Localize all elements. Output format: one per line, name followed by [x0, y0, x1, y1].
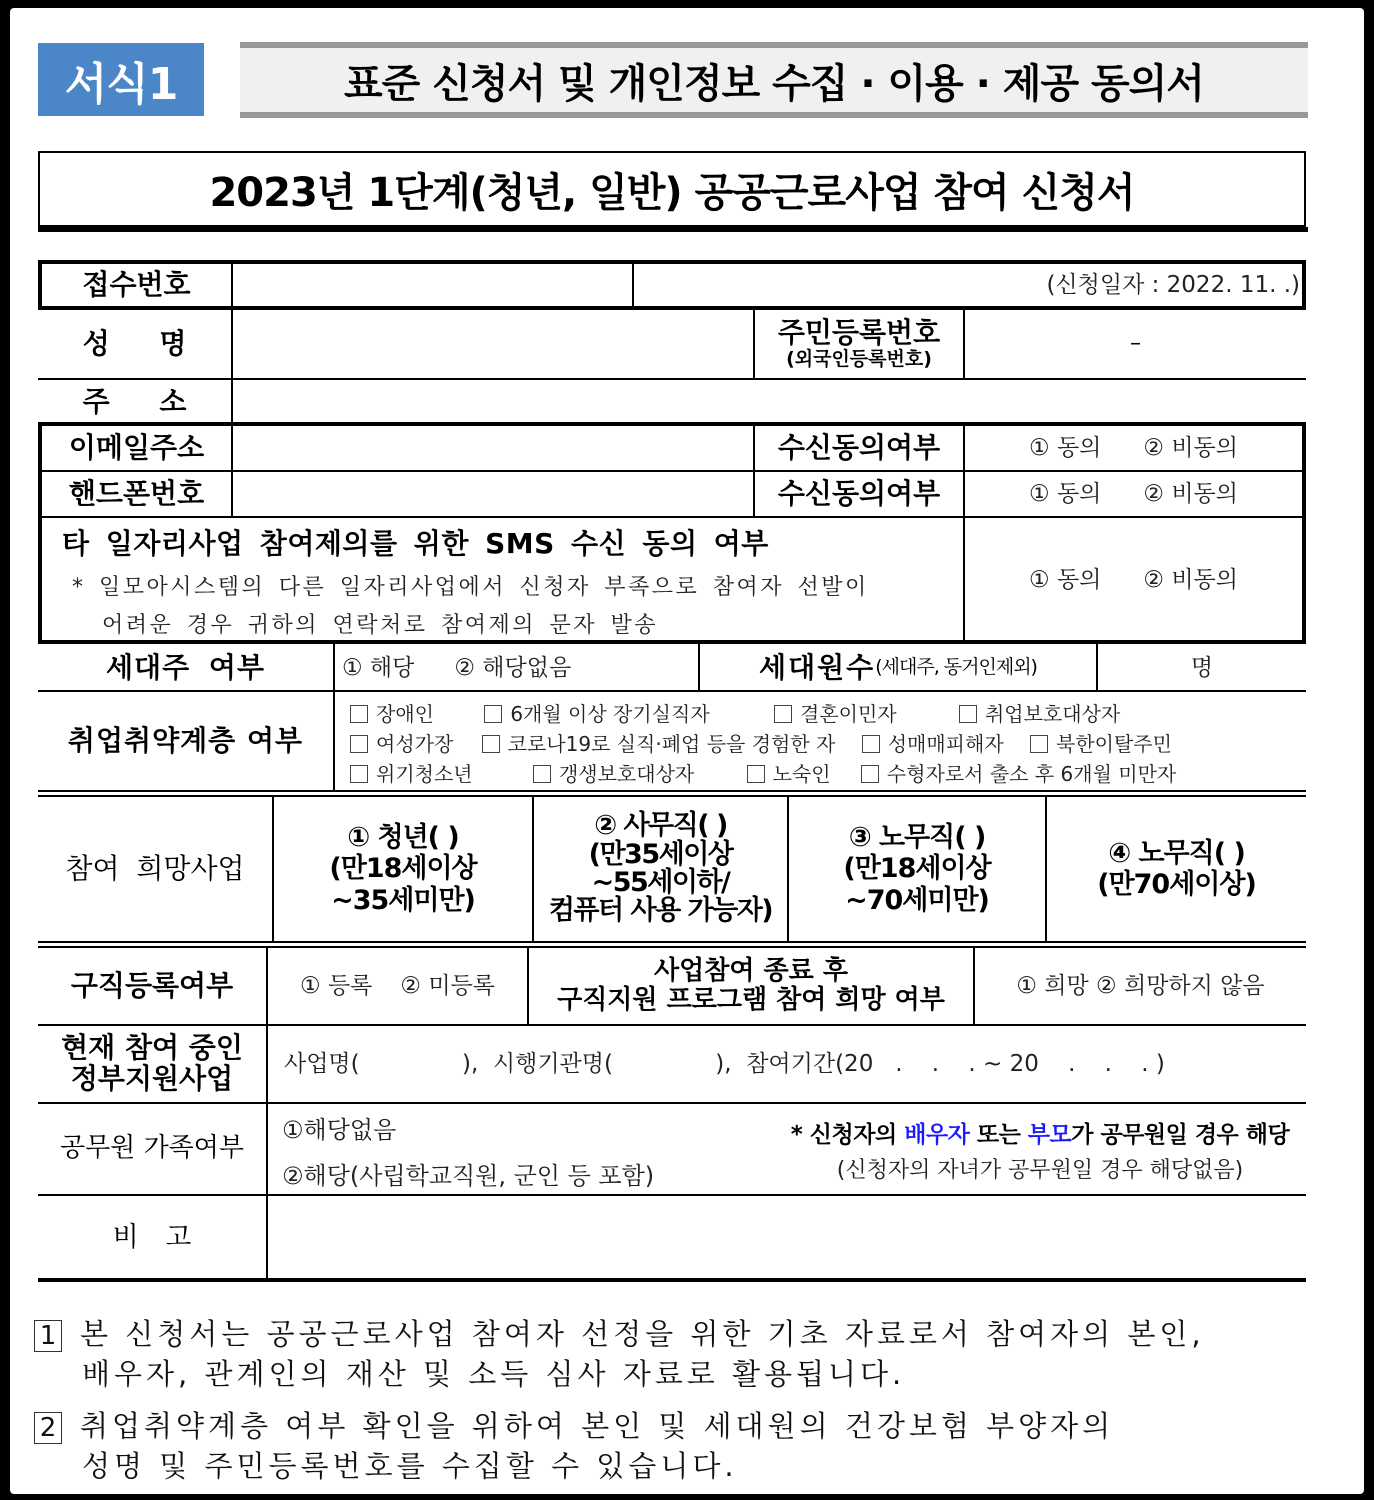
checkbox-icon — [350, 735, 368, 753]
checkbox-north-korean-defector[interactable]: 북한이탈주민 — [1030, 732, 1172, 756]
project-option-labor-70plus[interactable]: ④ 노무직( ) (만70세이상) — [1097, 837, 1256, 900]
program-interest-options[interactable]: ① 희망 ② 희망하지 않음 — [1016, 972, 1265, 999]
checkbox-icon — [747, 765, 765, 783]
phone-consent-options — [965, 472, 1302, 516]
email-consent-disagree-option[interactable]: ② 비동의 — [1143, 434, 1238, 461]
rrn-label: 주민등록번호 — [777, 315, 941, 349]
email-label: 이메일주소 — [68, 430, 205, 464]
parent-emphasis: 부모 — [1027, 1122, 1072, 1148]
job-registration-label: 구직등록여부 — [70, 968, 234, 1002]
current-project-field[interactable]: 사업명( ), 시행기관명( ), 참여기간(20 . . . ~ 20 . . . ) — [284, 1050, 1165, 1077]
title-underline — [38, 227, 1308, 232]
email-consent-agree-option[interactable]: ① 동의 — [1029, 434, 1102, 461]
sms-consent-note-line1: * 일모아시스템의 다른 일자리사업에서 신청자 부족으로 참여자 선발이 — [72, 575, 869, 600]
desired-project-label: 참여 희망사업 — [65, 851, 245, 885]
checkbox-icon — [861, 765, 879, 783]
phone-consent-label: 수신동의여부 — [777, 476, 941, 510]
sms-consent-agree-option[interactable]: ① 동의 — [1029, 566, 1102, 593]
email-consent-options — [965, 426, 1302, 470]
checkbox-icon — [484, 705, 502, 723]
notice-number-box: 1 — [34, 1320, 62, 1352]
address-field[interactable] — [233, 380, 1306, 424]
checkbox-icon — [862, 735, 880, 753]
receipt-number-field[interactable] — [234, 264, 630, 306]
checkbox-icon — [1030, 735, 1048, 753]
sms-consent-options — [965, 518, 1302, 642]
email-consent-label: 수신동의여부 — [777, 430, 941, 464]
checkbox-icon — [350, 765, 368, 783]
sms-consent-note-line2: 어려운 경우 귀하의 연락처로 참여제의 문자 발송 — [102, 613, 659, 638]
checkbox-employment-protection[interactable]: 취업보호대상자 — [959, 702, 1120, 726]
application-date-field[interactable]: (신청일자 : 2022. 11. .) — [1046, 271, 1300, 298]
form-number-badge: 서식1 — [38, 43, 204, 116]
civil-servant-none-option[interactable]: ①해당없음 — [282, 1116, 397, 1144]
checkbox-trafficking-victim[interactable]: 성매매피해자 — [862, 732, 1004, 756]
job-registration-options — [268, 948, 527, 1024]
phone-field[interactable] — [233, 472, 753, 516]
spouse-emphasis: 배우자 — [904, 1122, 970, 1148]
checkbox-released-inmate[interactable]: 수형자로서 출소 후 6개월 미만자 — [861, 762, 1176, 786]
rrn-sub-label: (외국인등록번호) — [786, 348, 932, 371]
civil-servant-note-line2: (신청자의 자녀가 공무원일 경우 해당없음) — [836, 1158, 1244, 1183]
checkbox-homeless[interactable]: 노숙인 — [747, 762, 831, 786]
vulnerable-row-3 — [350, 758, 1176, 787]
receipt-number-label: 접수번호 — [82, 267, 191, 301]
sms-consent-disagree-option[interactable]: ② 비동의 — [1143, 566, 1238, 593]
current-project-label: 현재 참여 중인 정부지원사업 — [61, 1031, 243, 1095]
sms-consent-title: 타 일자리사업 참여제의를 위한 SMS 수신 동의 여부 — [62, 527, 769, 560]
project-option-office[interactable]: ② 사무직( ) (만35세이상 ~55세이하/ 컴퓨터 사용 가능자) — [548, 810, 773, 927]
checkbox-icon — [533, 765, 551, 783]
rrn-field[interactable]: – — [1130, 331, 1141, 357]
household-members-label-cell — [700, 646, 1096, 690]
checkbox-long-term-unemployed[interactable]: 6개월 이상 장기실직자 — [484, 702, 709, 726]
checkbox-disabled[interactable]: 장애인 — [350, 702, 434, 726]
checkbox-icon — [350, 705, 368, 723]
notice-1: 1 본 신청서는 공공근로사업 참여자 선정을 위한 기초 자료로서 참여자의 본인, 배우자, 관계인의 재산 및 소득 심사 자료로 활용됩니다. — [34, 1314, 1205, 1394]
project-option-labor-under70[interactable]: ③ 노무직( ) (만18세이상 ~70세미만) — [843, 822, 991, 916]
rrn-label-cell — [755, 310, 963, 378]
phone-consent-disagree-option[interactable]: ② 비동의 — [1143, 480, 1238, 507]
job-unregistered-option[interactable]: ② 미등록 — [400, 972, 495, 999]
vulnerable-group-label: 취업취약계층 여부 — [67, 723, 304, 757]
checkbox-covid-unemployed[interactable]: 코로나19로 실직·폐업 등을 경험한 자 — [482, 732, 836, 756]
checkbox-icon — [482, 735, 500, 753]
notice-2: 2 취업취약계층 여부 확인을 위하여 본인 및 세대원의 건강보험 부양자의 성명 및 주민등록번호를 수집할 수 있습니다. — [34, 1406, 1114, 1486]
household-head-label: 세대주 여부 — [106, 650, 265, 684]
vulnerable-row-1 — [350, 698, 1120, 727]
document-header-title: 표준 신청서 및 개인정보 수집 · 이용 · 제공 동의서 — [240, 42, 1308, 118]
household-members-sub-label: (세대주, 동거인제외) — [875, 656, 1037, 679]
remarks-field[interactable] — [268, 1196, 1306, 1280]
household-members-unit: 명 — [1190, 654, 1214, 681]
civil-servant-note: * 신청자의 배우자 또는 부모가 공무원일 경우 해당 — [790, 1122, 1290, 1148]
household-head-yes-option[interactable]: ① 해당 — [342, 654, 415, 681]
email-field[interactable] — [233, 426, 753, 470]
checkbox-at-risk-youth[interactable]: 위기청소년 — [350, 762, 473, 786]
checkbox-rehabilitation[interactable]: 갱생보호대상자 — [533, 762, 694, 786]
name-field[interactable] — [233, 310, 753, 378]
household-head-no-option[interactable]: ② 해당없음 — [454, 654, 572, 681]
phone-label: 핸드폰번호 — [68, 476, 205, 510]
household-head-options — [336, 646, 698, 690]
notice-number-box: 2 — [34, 1412, 62, 1444]
checkbox-icon — [774, 705, 792, 723]
civil-servant-yes-option[interactable]: ②해당(사립학교직원, 군인 등 포함) — [282, 1162, 655, 1190]
address-label: 주 소 — [82, 384, 187, 418]
form-title: 2023년 1단계(청년, 일반) 공공근로사업 참여 신청서 — [38, 151, 1306, 227]
phone-consent-agree-option[interactable]: ① 동의 — [1029, 480, 1102, 507]
household-members-field[interactable] — [1098, 646, 1306, 690]
form-page — [10, 8, 1364, 1494]
household-members-label: 세대원수 — [759, 650, 876, 684]
remarks-label: 비 고 — [112, 1222, 192, 1254]
vulnerable-row-2 — [350, 728, 1172, 757]
name-label: 성 명 — [82, 326, 187, 360]
checkbox-icon — [959, 705, 977, 723]
program-interest-label: 사업참여 종료 후 구직지원 프로그램 참여 희망 여부 — [557, 956, 945, 1015]
project-option-youth[interactable]: ① 청년( ) (만18세이상 ~35세미만) — [329, 822, 477, 916]
checkbox-female-head[interactable]: 여성가장 — [350, 732, 453, 756]
checkbox-marriage-immigrant[interactable]: 결혼이민자 — [774, 702, 897, 726]
job-registered-option[interactable]: ① 등록 — [300, 972, 373, 999]
civil-servant-family-label: 공무원 가족여부 — [59, 1133, 245, 1164]
